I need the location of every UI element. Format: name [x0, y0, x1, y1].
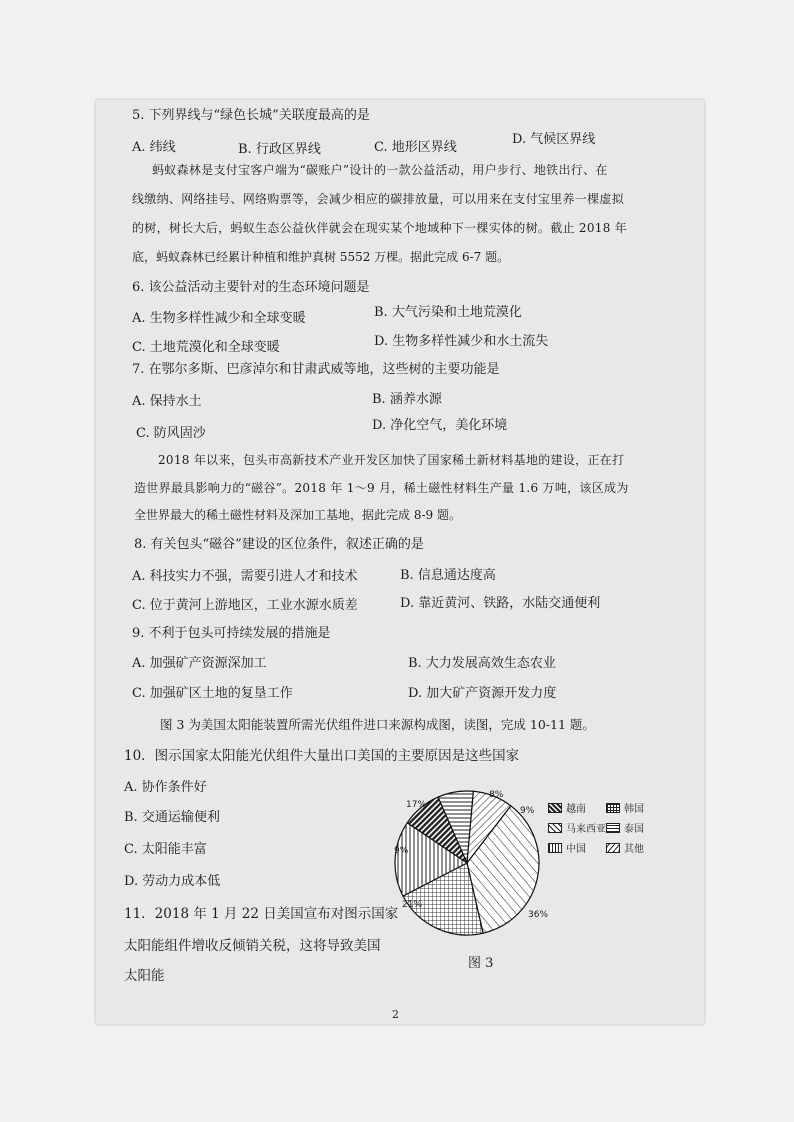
- q10-stem: 10．图示国家太阳能光伏组件大量出口美国的主要原因是这些国家: [124, 748, 520, 764]
- pie-label-thailand: 8%: [489, 790, 504, 800]
- exam-page: [96, 100, 704, 1024]
- legend-item-thailand: [606, 820, 644, 835]
- page-number: 2: [392, 1008, 399, 1021]
- pie-label-china: 17%: [406, 800, 427, 810]
- passage2-line2: 造世界最具影响力的“磁谷”。2018 年 1～9 月，稀土磁性材料生产量 1.6 万吨，该区成为: [134, 481, 629, 495]
- q9-option-b: B. 大力发展高效生态农业: [408, 656, 556, 671]
- q8-option-b: B. 信息通达度高: [400, 568, 496, 583]
- q7-option-b: B. 涵养水源: [372, 392, 442, 407]
- q11-line1: 11．2018 年 1 月 22 日美国宣布对图示国家: [124, 906, 399, 922]
- q10-option-c: C. 太阳能丰富: [124, 842, 207, 857]
- q10-option-a: A. 协作条件好: [124, 780, 207, 795]
- q11-line3: 太阳能: [124, 968, 165, 984]
- q8-option-d: D. 靠近黄河、铁路，水陆交通便利: [400, 596, 601, 611]
- figure-intro: 图 3 为美国太阳能装置所需光伏组件进口来源构成图，读图，完成 10-11 题。: [160, 717, 595, 732]
- q9-option-c: C. 加强矿区土地的复垦工作: [132, 686, 293, 701]
- q8-stem: 8. 有关包头“磁谷”建设的区位条件，叙述正确的是: [134, 537, 424, 552]
- legend-item-china: [548, 840, 586, 855]
- legend-item-korea: [606, 800, 644, 815]
- q7-option-c: C. 防风固沙: [136, 426, 206, 441]
- passage1-line1: 蚂蚁森林是支付宝客户端为“碳账户”设计的一款公益活动，用户步行、地铁出行、在: [152, 163, 608, 177]
- legend-label-korea: 韩国: [624, 804, 644, 815]
- pie-legend: [548, 800, 698, 860]
- q6-option-c: C. 土地荒漠化和全球变暖: [132, 340, 280, 355]
- legend-item-vietnam: [548, 800, 586, 815]
- q6-option-b: B. 大气污染和土地荒漠化: [374, 305, 522, 320]
- legend-item-malaysia: [548, 820, 606, 835]
- q5-option-b: B. 行政区界线: [238, 142, 321, 157]
- pie-label-vietnam: 9%: [394, 846, 409, 856]
- passage1-line3: 的树，树长大后，蚂蚁生态公益伙伴就会在现实某个地域种下一棵实体的树。截止 2018 年: [132, 221, 628, 235]
- q6-option-a: A. 生物多样性减少和全球变暖: [132, 311, 306, 326]
- passage1-line4: 底，蚂蚁森林已经累计种植和维护真树 5552 万棵。据此完成 6-7 题。: [132, 250, 510, 264]
- q7-option-a: A. 保持水土: [132, 394, 202, 409]
- q6-option-d: D. 生物多样性减少和水土流失: [374, 334, 549, 349]
- pie-label-malaysia: 9%: [520, 806, 535, 816]
- legend-label-other: 其他: [624, 844, 644, 855]
- q5-option-c: C. 地形区界线: [374, 140, 457, 155]
- legend-label-thailand: 泰国: [624, 824, 644, 835]
- q9-stem: 9. 不利于包头可持续发展的措施是: [132, 626, 331, 641]
- legend-label-china: 中国: [566, 844, 586, 855]
- q11-line2: 太阳能组件增收反倾销关税，这将导致美国: [124, 938, 381, 954]
- pie-label-korea: 21%: [402, 900, 423, 910]
- legend-swatch-malaysia: [548, 823, 562, 833]
- legend-swatch-china: [548, 843, 562, 853]
- legend-swatch-korea: [606, 803, 620, 813]
- q7-stem: 7. 在鄂尔多斯、巴彦淖尔和甘肃武威等地，这些树的主要功能是: [132, 362, 500, 377]
- q9-option-d: D. 加大矿产资源开发力度: [408, 686, 557, 701]
- q5-option-a: A. 纬线: [132, 140, 176, 155]
- legend-swatch-thailand: [606, 823, 620, 833]
- pie-label-other: 36%: [528, 910, 549, 920]
- q8-option-c: C. 位于黄河上游地区，工业水源水质差: [132, 598, 358, 613]
- passage2-line1: 2018 年以来，包头市高新技术产业开发区加快了国家稀土新材料基地的建设，正在打: [158, 453, 625, 467]
- q8-option-a: A. 科技实力不强，需要引进人才和技术: [132, 569, 358, 584]
- legend-label-malaysia: 马来西亚: [566, 824, 606, 835]
- q7-option-d: D. 净化空气，美化环境: [372, 418, 508, 433]
- passage1-line2: 线缴纳、网络挂号、网络购票等，会减少相应的碳排放量，可以用来在支付宝里养一棵虚拟: [132, 192, 625, 206]
- legend-swatch-other: [606, 843, 620, 853]
- legend-item-other: [606, 840, 644, 855]
- legend-label-vietnam: 越南: [566, 804, 586, 815]
- q10-option-b: B. 交通运输便利: [124, 810, 220, 825]
- figure-caption: 图 3: [468, 956, 494, 971]
- q5-option-d: D. 气候区界线: [512, 132, 596, 147]
- q6-stem: 6. 该公益活动主要针对的生态环境问题是: [132, 280, 370, 295]
- legend-swatch-vietnam: [548, 803, 562, 813]
- q5-stem: 5. 下列界线与“绿色长城”关联度最高的是: [132, 108, 370, 123]
- q9-option-a: A. 加强矿产资源深加工: [132, 656, 267, 671]
- passage2-line3: 全世界最大的稀土磁性材料及深加工基地，据此完成 8-9 题。: [134, 508, 461, 522]
- q10-option-d: D. 劳动力成本低: [124, 874, 221, 889]
